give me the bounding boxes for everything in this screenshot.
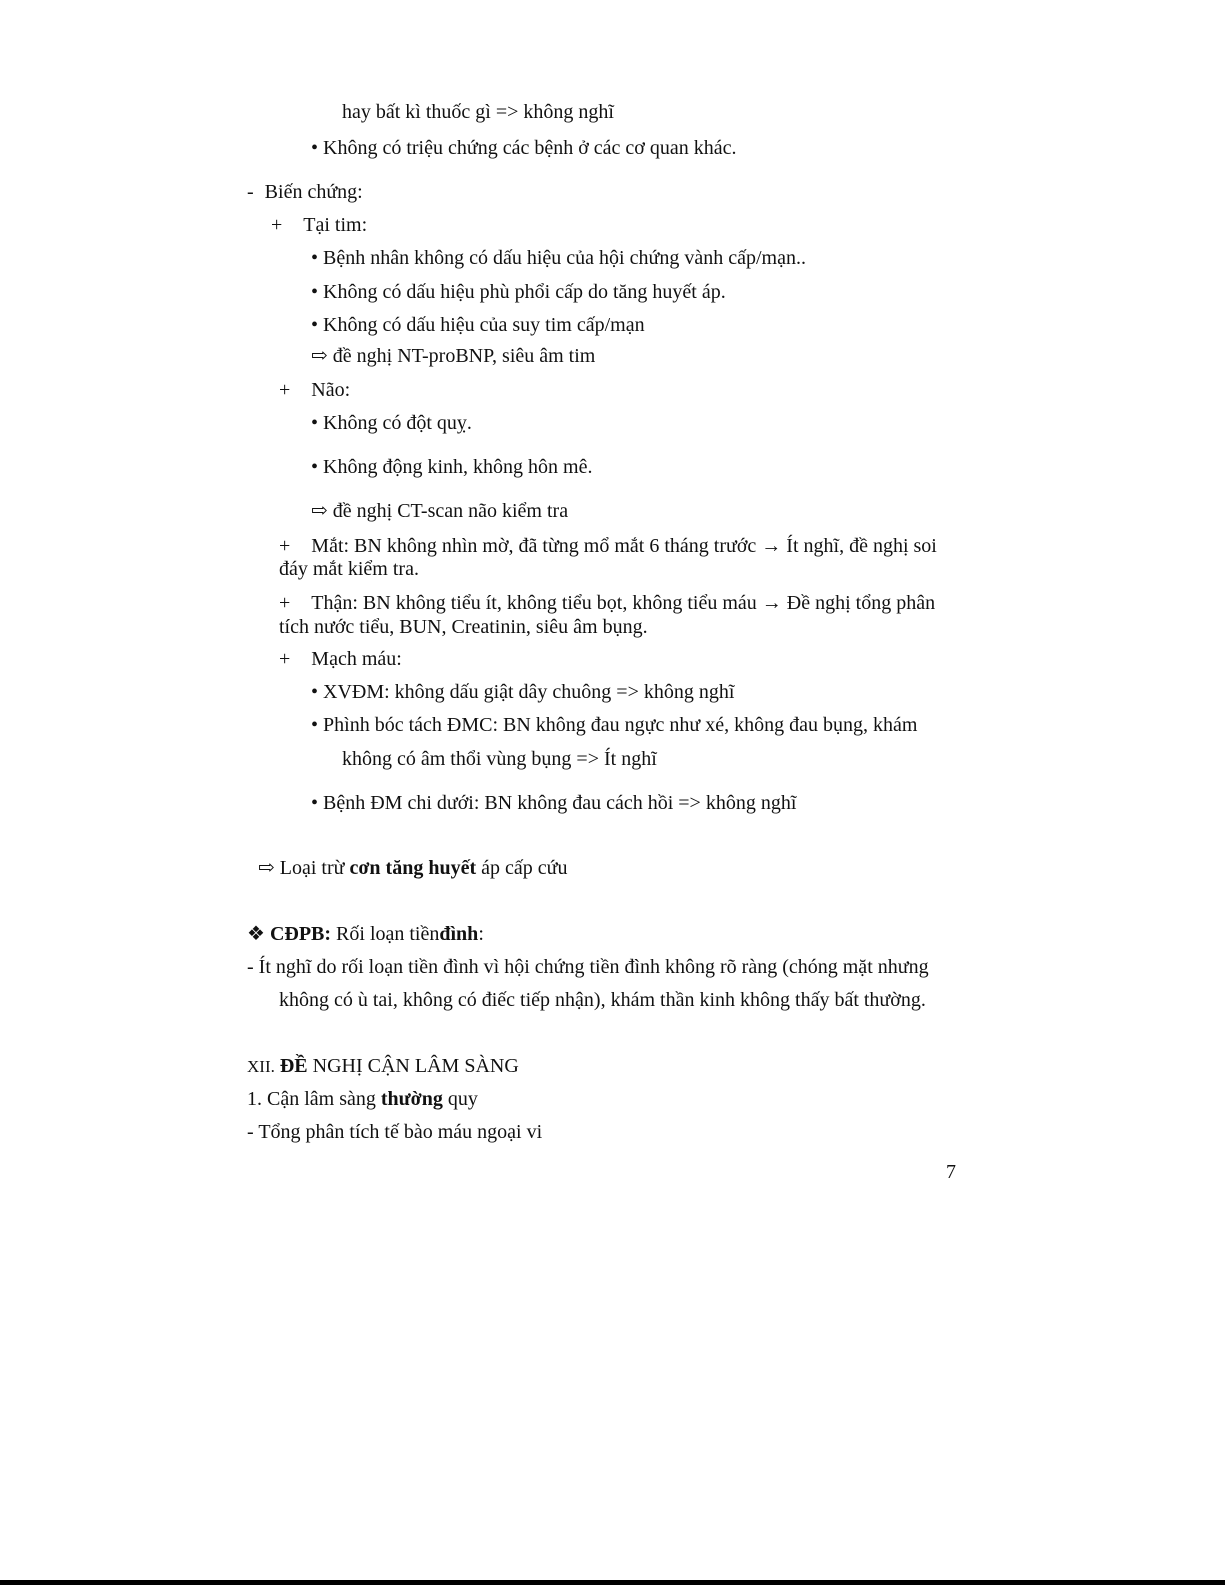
bullet-item: [311, 280, 726, 304]
bullet-text: Không động kinh, không hôn mê.: [323, 456, 593, 478]
sub-item-text: Tại tim:: [303, 214, 368, 236]
dash-mark: -: [247, 181, 254, 203]
subsection-text-bold: thường: [380, 1088, 443, 1110]
plus-mark: +: [279, 379, 291, 401]
arrow-icon: ⇨: [258, 857, 275, 879]
bullet-item: [311, 136, 737, 160]
bullet-text: Không có đột quỵ.: [323, 412, 472, 434]
bullet-mark: •: [311, 681, 319, 703]
list-item: [247, 1120, 542, 1144]
differential-text: Ít nghĩ do rối loạn tiền đình vì hội chứng tiền đình không rõ ràng (chóng mặt nhưng: [258, 956, 929, 978]
bullet-item: [311, 411, 472, 435]
conclusion-line: [258, 856, 567, 880]
sub-item-vessels: [279, 647, 402, 671]
bullet-text: Phình bóc tách ĐMC: BN không đau ngực như xé, không đau bụng, khám: [323, 714, 918, 736]
subsection-text-c: quy: [447, 1088, 478, 1110]
bullet-mark: •: [311, 281, 319, 303]
bullet-item: [311, 791, 796, 815]
sub-item-heart: [271, 213, 367, 237]
bullet-item: [311, 680, 734, 704]
section-number: XII.: [247, 1057, 275, 1076]
heading-label: CĐPB:: [269, 923, 332, 945]
arrow-icon: ⇨: [311, 345, 328, 367]
plus-mark: +: [279, 648, 291, 670]
bottom-border: [0, 1580, 1225, 1585]
bullet-item: [311, 713, 917, 737]
conclusion-text-c: áp cấp cứu: [481, 857, 568, 879]
bullet-text: Không có triệu chứng các bệnh ở các cơ quan khác.: [323, 137, 737, 159]
heading-colon: :: [478, 923, 484, 945]
bullet-text: Không có dấu hiệu của suy tim cấp/mạn: [323, 314, 645, 336]
bullet-mark: •: [311, 412, 319, 434]
bullet-mark: •: [311, 714, 319, 736]
arrow-icon: ⇨: [311, 500, 328, 522]
recommendation-text: đề nghị CT-scan não kiểm tra: [332, 500, 569, 522]
subsection-heading: [247, 1087, 478, 1111]
differential-heading: [247, 922, 484, 946]
bullet-item: [311, 455, 592, 479]
bullet-text: Bệnh nhân không có dấu hiệu của hội chứng vành cấp/mạn..: [323, 247, 806, 269]
dash-mark: -: [247, 1121, 254, 1143]
bullet-mark: •: [311, 792, 319, 814]
section-item-complications: [247, 180, 363, 204]
diamond-icon: ❖: [247, 923, 265, 945]
section-title-bold: ĐỀ: [279, 1055, 308, 1077]
section-title: NGHỊ CẬN LÂM SÀNG: [312, 1055, 519, 1077]
section-heading-xii: [247, 1054, 519, 1079]
text-line: không có ù tai, không có điếc tiếp nhận), khám thần kinh không thấy bất thường.: [279, 989, 926, 1011]
recommendation-text: đề nghị NT-proBNP, siêu âm tim: [332, 345, 596, 367]
heading-text-bold: đình: [439, 923, 479, 945]
sub-item-kidney: [279, 591, 935, 615]
dash-mark: -: [247, 956, 254, 978]
conclusion-text-bold: cơn tăng huyết: [349, 857, 477, 879]
text-line: không có âm thổi vùng bụng => Ít nghĩ: [342, 748, 657, 770]
bullet-text: XVĐM: không dấu giật dây chuông => không nghĩ: [323, 681, 735, 703]
page-number: 7: [946, 1161, 956, 1183]
plus-mark: +: [279, 535, 291, 557]
sub-item-text: Mắt: BN không nhìn mờ, đã từng mổ mắt 6 tháng trước → Ít nghĩ, đề nghị soi: [311, 535, 937, 557]
bullet-mark: •: [311, 247, 319, 269]
text-line: đáy mắt kiểm tra.: [279, 558, 419, 580]
heading-text: Rối loạn tiền: [336, 923, 440, 945]
section-text: Biến chứng:: [264, 181, 363, 203]
differential-item: [247, 955, 929, 979]
sub-item-brain: [279, 378, 350, 402]
bullet-item: [311, 313, 645, 337]
bullet-mark: •: [311, 314, 319, 336]
plus-mark: +: [271, 214, 283, 236]
sub-item-text: Thận: BN không tiểu ít, không tiểu bọt, không tiểu máu → Đề nghị tổng phân: [311, 592, 936, 614]
text-line: tích nước tiểu, BUN, Creatinin, siêu âm bụng.: [279, 616, 648, 638]
bullet-mark: •: [311, 456, 319, 478]
plus-mark: +: [279, 592, 291, 614]
bullet-text: Không có dấu hiệu phù phổi cấp do tăng huyết áp.: [323, 281, 726, 303]
bullet-item: [311, 246, 806, 270]
recommendation-line: [311, 344, 595, 368]
subsection-text: 1. Cận lâm sàng: [247, 1088, 376, 1110]
conclusion-text-a: Loại trừ: [279, 857, 345, 879]
text-line: hay bất kì thuốc gì => không nghĩ: [342, 101, 614, 123]
sub-item-text: Mạch máu:: [311, 648, 402, 670]
bullet-mark: •: [311, 137, 319, 159]
bullet-text: Bệnh ĐM chi dưới: BN không đau cách hồi => không nghĩ: [323, 792, 797, 814]
sub-item-text: Não:: [311, 379, 351, 401]
list-item-text: Tổng phân tích tế bào máu ngoại vi: [258, 1121, 543, 1143]
recommendation-line: [311, 499, 568, 523]
sub-item-eye: [279, 534, 937, 558]
